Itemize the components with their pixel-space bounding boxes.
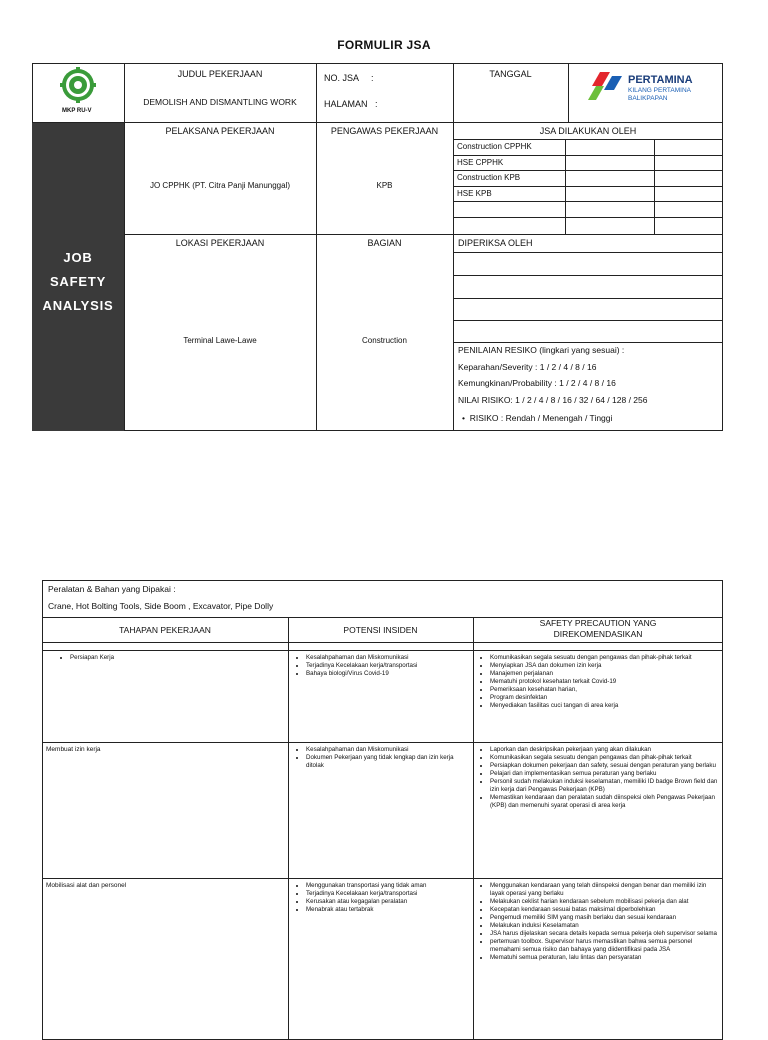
risk-cell bbox=[292, 882, 472, 914]
pelaksana-pekerjaan-label: PELAKSANA PEKERJAAN bbox=[165, 126, 275, 136]
risk-cell bbox=[292, 746, 472, 770]
bullet-icon: • bbox=[462, 413, 470, 423]
dilakukan-row-1: Construction CPPHK bbox=[457, 142, 532, 151]
col-potensi-header: POTENSI INSIDEN bbox=[343, 625, 418, 635]
precaution-item: • pertemuan toolbox. Supervisor harus memastikan bahwa semua personel memahami semua risiko dan bahaya yang diidentifikasi pada JSA bbox=[490, 938, 718, 954]
dilakukan-row-3: Construction KPB bbox=[457, 173, 521, 182]
penilaian-resiko-title: PENILAIAN RESIKO (lingkari yang sesuai) : bbox=[458, 345, 625, 355]
precaution-item: • Persiapkan dokumen pekerjaan dan safety, sesuai dengan peraturan yang berlaku bbox=[490, 762, 718, 770]
col-tahapan-header: TAHAPAN PEKERJAAN bbox=[119, 625, 211, 635]
precaution-item: • Pengemudi memiliki SIM yang masih berlaku dan sesuai kendaraan bbox=[490, 914, 718, 922]
mkp-emblem-icon bbox=[60, 67, 96, 103]
diperiksa-oleh-label: DIPERIKSA OLEH bbox=[458, 238, 533, 248]
precaution-item: • Menyediakan fasilitas cuci tangan di area kerja bbox=[490, 702, 718, 710]
precaution-item: • Mematuhi protokol kesehatan terkait Covid-19 bbox=[490, 678, 718, 686]
bagian-value: Construction bbox=[362, 336, 407, 345]
precaution-cell bbox=[476, 654, 718, 710]
precaution-item: • Kecepatan kendaraan sesuai batas maksimal diperbolehkan bbox=[490, 906, 718, 914]
jsa-dilakukan-oleh-label: JSA DILAKUKAN OLEH bbox=[539, 126, 637, 136]
pertamina-brand-sub2: BALIKPAPAN bbox=[628, 95, 668, 102]
tanggal-label: TANGGAL bbox=[489, 69, 532, 79]
precaution-item: • Komunikasikan segala sesuatu dengan pengawas dan pihak-pihak terkait bbox=[490, 654, 718, 662]
precaution-item: • Menggunakan kendaraan yang telah diinspeksi dengan benar dan memiliki izin layak operasi yang berlaku bbox=[490, 882, 718, 898]
precaution-item: • Program desinfektan bbox=[490, 694, 718, 702]
step-cell bbox=[56, 654, 286, 662]
risk-item: • Menabrak atau tertabrak bbox=[306, 906, 472, 914]
risiko-level: • RISIKO : Rendah / Menengah / Tinggi bbox=[462, 413, 613, 423]
precaution-item: • Pelajari dan implementasikan semua peraturan yang berlaku bbox=[490, 770, 718, 778]
risk-item: • Terjadinya Kecelakaan kerja/transportasi bbox=[306, 662, 472, 670]
bagian-label: BAGIAN bbox=[367, 238, 402, 248]
dilakukan-row-4: HSE KPB bbox=[457, 189, 492, 198]
risk-item: • Kesalahpahaman dan Miskomunikasi bbox=[306, 746, 472, 754]
peralatan-value: Crane, Hot Bolting Tools, Side Boom , Excavator, Pipe Dolly bbox=[48, 601, 274, 611]
peralatan-label: Peralatan & Bahan yang Dipakai : bbox=[48, 584, 176, 594]
no-jsa-label: NO. JSA : bbox=[324, 73, 374, 83]
mkp-caption: MKP RU-V bbox=[62, 108, 92, 114]
step-text: Membuat izin kerja bbox=[46, 746, 101, 753]
pertamina-emblem-icon bbox=[588, 72, 624, 102]
dilakukan-row-2: HSE CPPHK bbox=[457, 158, 504, 167]
halaman-label: HALAMAN : bbox=[324, 99, 378, 109]
judul-pekerjaan-label: JUDUL PEKERJAAN bbox=[177, 69, 263, 79]
pelaksana-pekerjaan-value: JO CPPHK (PT. Citra Panji Manunggal) bbox=[149, 181, 291, 190]
severity-scale: Keparahan/Severity : 1 / 2 / 4 / 8 / 16 bbox=[458, 362, 597, 372]
job-safety-analysis-label: JOB SAFETY ANALYSIS bbox=[42, 250, 114, 313]
precaution-item: • Komunikasikan segala sesuatu dengan pengawas dan pihak-pihak terkait bbox=[490, 754, 718, 762]
risk-item: • Kesalahpahaman dan Miskomunikasi bbox=[306, 654, 472, 662]
risk-item: • Kerusakan atau kegagalan peralatan bbox=[306, 898, 472, 906]
lokasi-pekerjaan-label: LOKASI PEKERJAAN bbox=[175, 238, 265, 248]
col-safety-header-line1: SAFETY PRECAUTION YANG bbox=[539, 618, 657, 628]
precaution-item: • Melakukan induksi Keselamatan bbox=[490, 922, 718, 930]
risk-item: • Menggunakan transportasi yang tidak aman bbox=[306, 882, 472, 890]
step-text: • Persiapan Kerja bbox=[70, 654, 286, 662]
judul-pekerjaan-value: DEMOLISH AND DISMANTLING WORK bbox=[143, 97, 297, 107]
precaution-item: • Laporkan dan deskripsikan pekerjaan yang akan dilakukan bbox=[490, 746, 718, 754]
step-text: Mobilisasi alat dan personel bbox=[46, 882, 127, 889]
table-row bbox=[42, 652, 723, 742]
risk-item: • Terjadinya Kecelakaan kerja/transportasi bbox=[306, 890, 472, 898]
risk-item: • Dokumen Pekerjaan yang tidak lengkap dan izin kerja ditolak bbox=[306, 754, 472, 770]
table-row bbox=[42, 881, 723, 1024]
precaution-item: • Manajemen perjalanan bbox=[490, 670, 718, 678]
precaution-item: • Pemeriksaan kesehatan harian, bbox=[490, 686, 718, 694]
precaution-item: • Mematuhi semua peraturan, lalu lintas dan persyaratan bbox=[490, 954, 718, 962]
precaution-item: • Personil sudah melakukan induksi keselamatan, memiliki ID badge Brown field dan izin kerja dari Pengawas Pekerjaan (KPB) bbox=[490, 778, 718, 794]
pertamina-brand-name: PERTAMINA bbox=[628, 74, 693, 86]
mkp-logo bbox=[60, 67, 96, 103]
probability-scale: Kemungkinan/Probability : 1 / 2 / 4 / 8 / 16 bbox=[458, 378, 616, 388]
pengawas-pekerjaan-value: KPB bbox=[376, 181, 393, 190]
pengawas-pekerjaan-label: PENGAWAS PEKERJAAN bbox=[330, 126, 439, 136]
precaution-cell bbox=[476, 882, 718, 962]
risk-item: • Bahaya biologi/Virus Covid-19 bbox=[306, 670, 472, 678]
pertamina-logo bbox=[588, 70, 718, 110]
precaution-cell bbox=[476, 746, 718, 810]
precaution-item: • JSA harus dijelaskan secara details kepada semua pekerja oleh supervisor selama bbox=[490, 930, 718, 938]
lokasi-pekerjaan-value: Terminal Lawe-Lawe bbox=[183, 336, 257, 345]
pertamina-brand-sub1: KILANG PERTAMINA bbox=[628, 87, 691, 94]
precaution-item: • Melakukan ceklist harian kendaraan sebelum mobilisasi pekerja dan alat bbox=[490, 898, 718, 906]
risk-cell bbox=[292, 654, 472, 678]
document-title: FORMULIR JSA bbox=[337, 38, 431, 52]
nilai-risiko-scale: NILAI RISIKO: 1 / 2 / 4 / 8 / 16 / 32 / 64 / 128 / 256 bbox=[458, 395, 648, 405]
table-row bbox=[42, 745, 723, 877]
col-safety-header-line2: DIREKOMENDASIKAN bbox=[553, 629, 643, 639]
precaution-item: • Menyiapkan JSA dan dokumen izin kerja bbox=[490, 662, 718, 670]
precaution-item: • Memastikan kendaraan dan peralatan sudah diinspeksi oleh Pengawas Pekerjaan (KPB) dan memenuhi syarat operasi di area kerja bbox=[490, 794, 718, 810]
